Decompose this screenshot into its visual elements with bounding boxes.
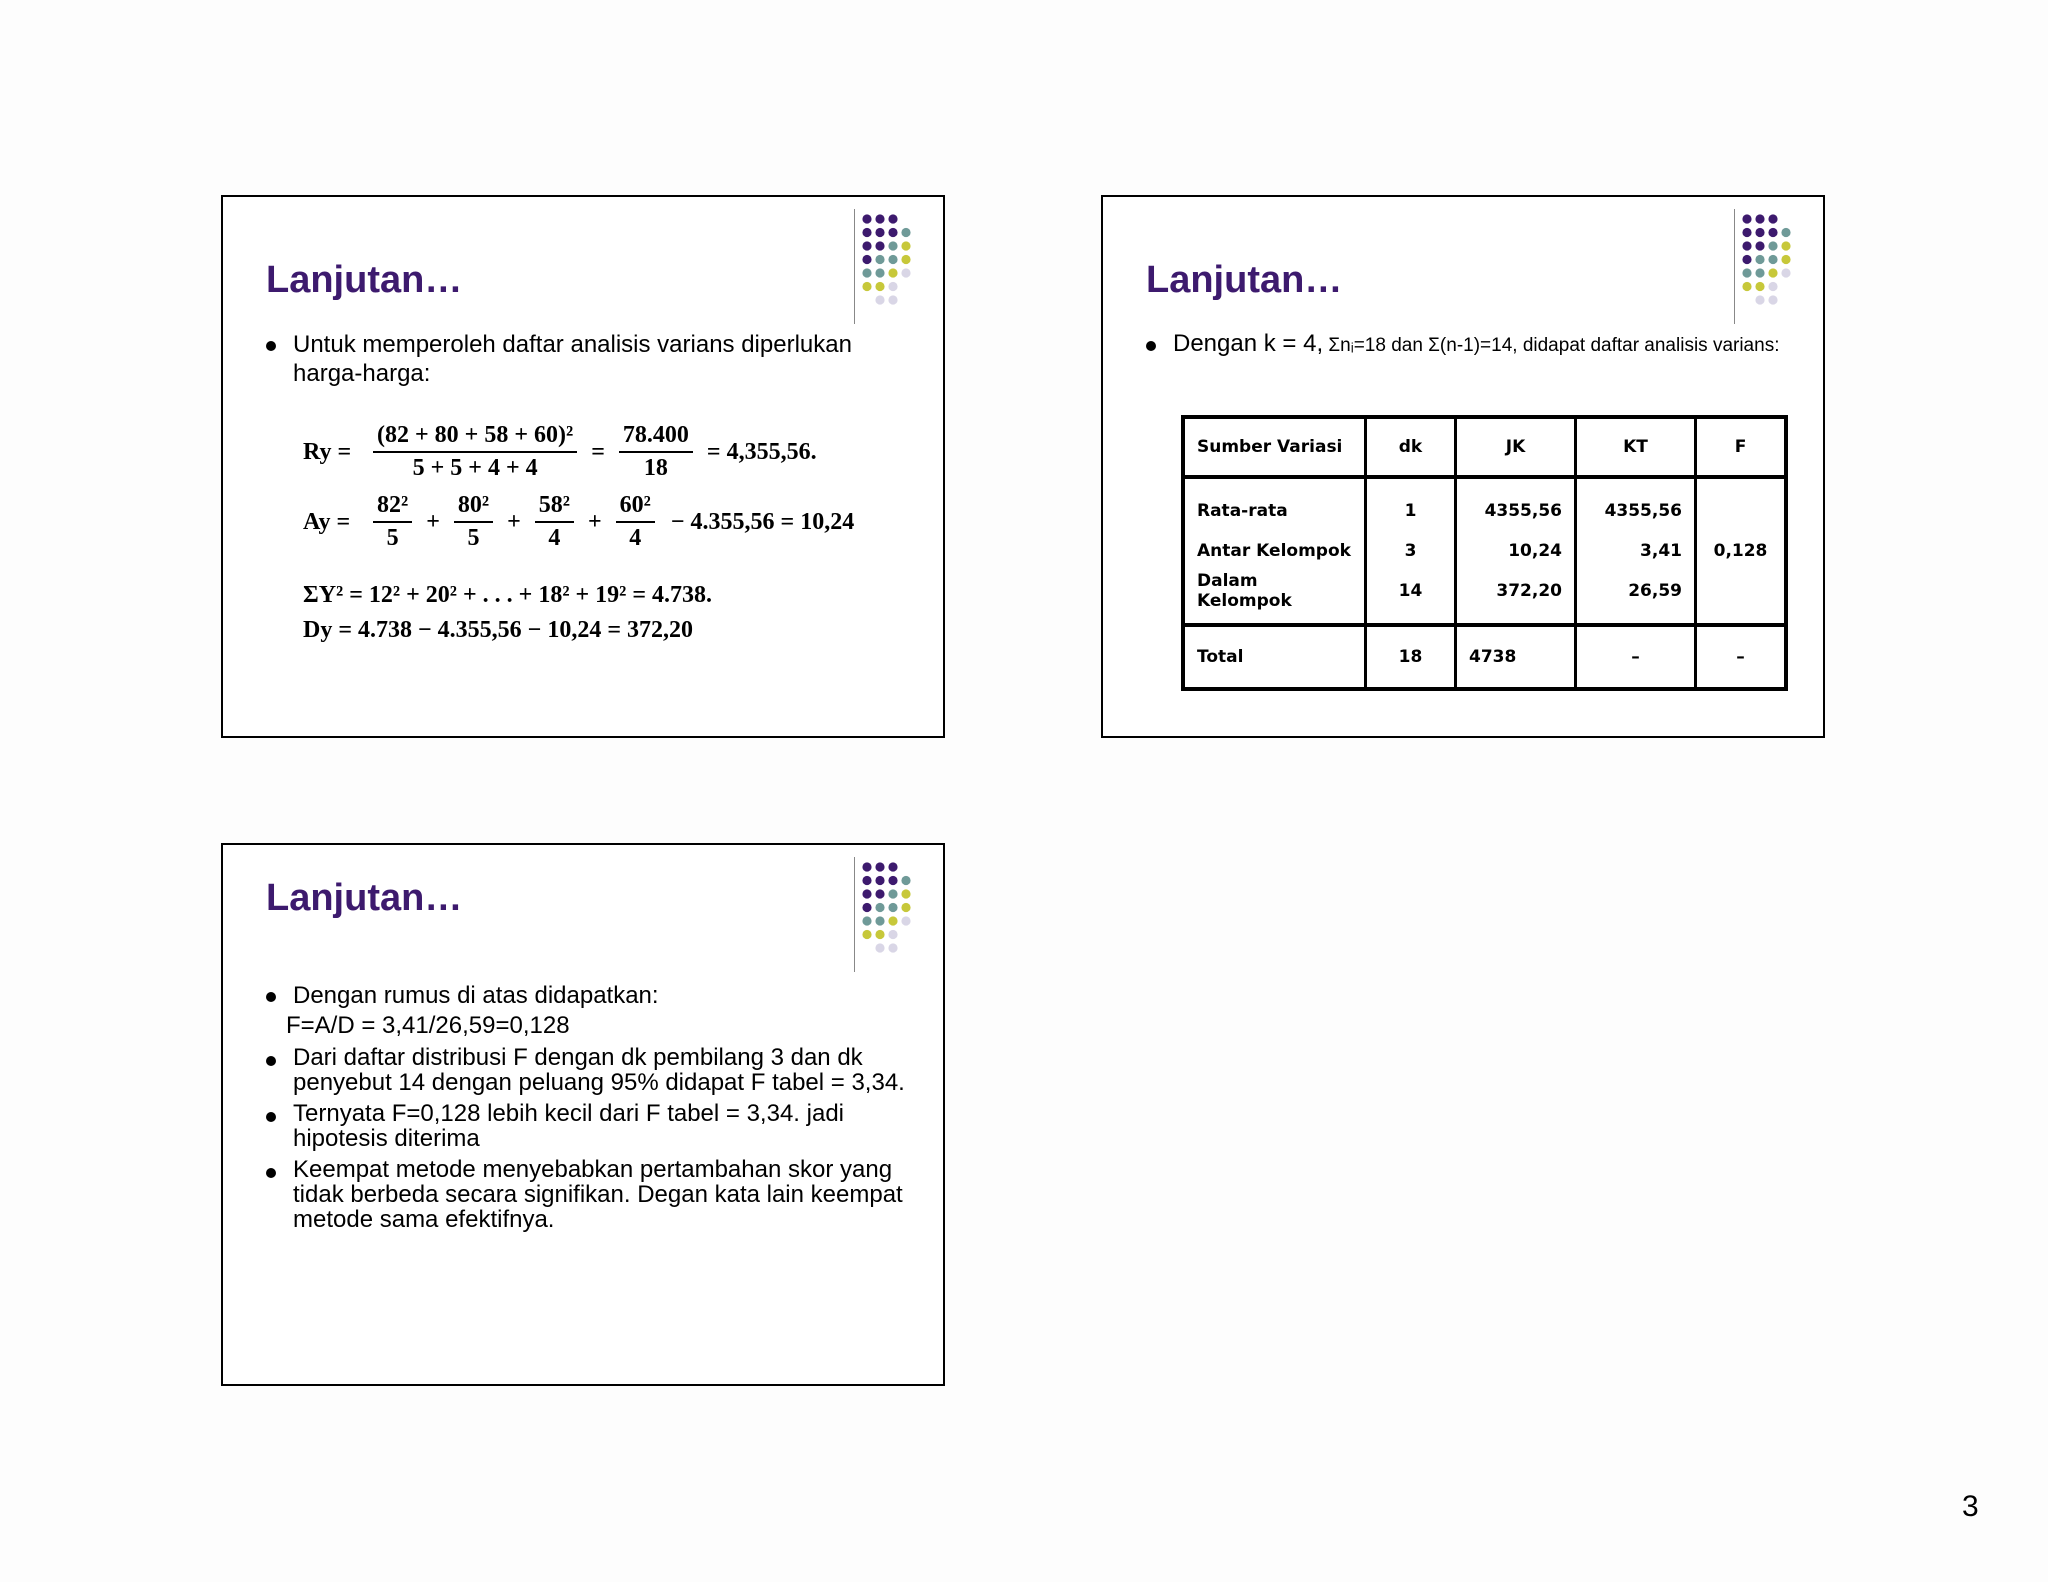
- formula-lhs: Ry =: [303, 438, 352, 465]
- decor-dot: [1755, 295, 1764, 304]
- f-formula: F=A/D = 3,41/26,59=0,128: [286, 1012, 570, 1039]
- decor-dot: [1742, 214, 1751, 223]
- decor-dot: [875, 889, 884, 898]
- decor-dot: [875, 903, 884, 912]
- numerator: 80²: [454, 492, 493, 523]
- operator: =: [706, 438, 721, 465]
- decor-dot: [1768, 255, 1777, 264]
- bullet-list: [266, 330, 906, 388]
- decor-dot: [901, 876, 910, 885]
- decor-dot: [1781, 228, 1790, 237]
- decor-dot: [875, 876, 884, 885]
- decor-dot: [901, 268, 910, 277]
- decor-dot: [1742, 268, 1751, 277]
- table-cell: 1: [1366, 477, 1456, 531]
- fraction: [616, 492, 655, 552]
- table-total-row: [1183, 625, 1786, 689]
- denominator: 4: [629, 525, 642, 551]
- anova-table: [1181, 415, 1788, 691]
- decor-dot: [875, 282, 884, 291]
- decor-dot: [888, 930, 897, 939]
- formula-ay: [303, 492, 854, 552]
- table-cell: Total: [1183, 625, 1366, 689]
- denominator: 4: [548, 525, 561, 551]
- denominator: 18: [643, 455, 668, 481]
- operator: =: [591, 438, 605, 465]
- decor-dot: [1742, 255, 1751, 264]
- denominator: 5: [386, 525, 399, 551]
- bullet-item: Untuk memperoleh daftar analisis varians diperlukan harga-harga:: [266, 330, 906, 388]
- table-row: [1183, 531, 1786, 571]
- fraction: [373, 422, 577, 482]
- formula-result: 4,355,56.: [726, 438, 817, 465]
- formula-block: [303, 422, 883, 672]
- bullet-item: Ternyata F=0,128 lebih kecil dari F tabel = 3,34. jadi hipotesis diterima: [266, 1101, 906, 1151]
- decor-dot: [862, 282, 871, 291]
- numerator: 82²: [373, 492, 412, 523]
- decor-dot: [1755, 282, 1764, 291]
- decor-dot: [862, 916, 871, 925]
- slide-title: Lanjutan…: [266, 877, 463, 919]
- decor-dot: [862, 862, 871, 871]
- table-cell: [1696, 571, 1787, 625]
- decor-dot: [1768, 268, 1777, 277]
- table-cell: 4355,56: [1456, 477, 1576, 531]
- decor-dot: [875, 228, 884, 237]
- table-cell: 18: [1366, 625, 1456, 689]
- table-header: dk: [1366, 417, 1456, 477]
- table-cell: Antar Kelompok: [1183, 531, 1366, 571]
- bullet-list: [1146, 330, 1796, 360]
- decor-dot: [862, 903, 871, 912]
- bullet-item: Dari daftar distribusi F dengan dk pembilang 3 dan dk penyebut 14 dengan peluang 95% didapat F tabel = 3,34.: [266, 1045, 906, 1095]
- formula-lhs: Ay =: [303, 508, 351, 535]
- decor-dot: [875, 943, 884, 952]
- table-cell: Rata-rata: [1183, 477, 1366, 531]
- fraction: [535, 492, 574, 552]
- numerator: 60²: [616, 492, 655, 523]
- decor-dot: [1755, 214, 1764, 223]
- decor-dot: [862, 228, 871, 237]
- bullet-item: Keempat metode menyebabkan pertambahan skor yang tidak berbeda secara signifikan. Degan kata lain keempat metode sama efektifnya.: [266, 1157, 906, 1232]
- slide-3: [221, 843, 945, 1386]
- decor-dot: [901, 916, 910, 925]
- decor-dot: [1755, 268, 1764, 277]
- decor-dot: [1768, 295, 1777, 304]
- decor-dot: [888, 268, 897, 277]
- decor-dot: [888, 903, 897, 912]
- numerator: 58²: [535, 492, 574, 523]
- table-cell: 372,20: [1456, 571, 1576, 625]
- numerator: 78.400: [619, 422, 693, 453]
- slide-title: Lanjutan…: [266, 259, 463, 301]
- table-row: [1183, 477, 1786, 531]
- table-cell: Dalam Kelompok: [1183, 571, 1366, 625]
- decor-dot: [1781, 241, 1790, 250]
- decor-dot: [1768, 214, 1777, 223]
- decor-dot: [1755, 228, 1764, 237]
- table-cell: 3,41: [1576, 531, 1696, 571]
- decor-dot: [1768, 241, 1777, 250]
- dot-grid: [862, 862, 910, 952]
- fraction: [619, 422, 693, 482]
- formula-sum-y2: ΣY² = 12² + 20² + . . . + 18² + 19² = 4.738.: [303, 582, 713, 608]
- formula-ry: [303, 422, 817, 482]
- decor-dot: [1755, 241, 1764, 250]
- bullet-list: [266, 981, 906, 1010]
- fraction: [454, 492, 493, 552]
- table-cell: 4355,56: [1576, 477, 1696, 531]
- decor-dot: [901, 255, 910, 264]
- formula-dy: Dy = 4.738 − 4.355,56 − 10,24 = 372,20: [303, 617, 694, 643]
- decor-dot: [1781, 268, 1790, 277]
- table-header-row: [1183, 417, 1786, 477]
- bullet-item: Dengan rumus di atas didapatkan:: [266, 981, 906, 1010]
- table-cell: –: [1576, 625, 1696, 689]
- formula-tail: − 4.355,56 = 10,24: [670, 508, 855, 535]
- decor-dot: [888, 916, 897, 925]
- numerator: (82 + 80 + 58 + 60)²: [373, 422, 577, 453]
- decor-dot: [888, 228, 897, 237]
- decor-dot: [862, 214, 871, 223]
- decor-dot: [888, 214, 897, 223]
- decor-dot: [875, 295, 884, 304]
- decor-dot: [1742, 241, 1751, 250]
- decor-dot: [875, 255, 884, 264]
- decor-dot: [888, 943, 897, 952]
- bullet-rest-text: Σnᵢ=18 dan Σ(n-1)=14, didapat daftar analisis varians:: [1328, 335, 1780, 356]
- decor-dot: [862, 889, 871, 898]
- table-cell: [1696, 477, 1787, 531]
- decor-dot: [901, 889, 910, 898]
- bullet-list: [266, 1045, 906, 1232]
- table-cell: 26,59: [1576, 571, 1696, 625]
- decor-dot: [888, 876, 897, 885]
- table-header: KT: [1576, 417, 1696, 477]
- decorative-dots-icon: [1733, 207, 1823, 332]
- table-cell: 4738: [1456, 625, 1576, 689]
- slide-2: [1101, 195, 1825, 738]
- decor-dot: [888, 889, 897, 898]
- decor-dot: [1768, 282, 1777, 291]
- table-cell: 14: [1366, 571, 1456, 625]
- decorative-dots-icon: [853, 207, 943, 332]
- decor-dot: [862, 930, 871, 939]
- operator: +: [426, 508, 440, 535]
- decor-dot: [875, 916, 884, 925]
- decor-dot: [901, 903, 910, 912]
- dot-grid: [862, 214, 910, 304]
- decor-dot: [862, 241, 871, 250]
- decor-dot: [888, 295, 897, 304]
- decor-dot: [862, 268, 871, 277]
- decor-dot: [901, 241, 910, 250]
- decor-dot: [875, 241, 884, 250]
- table-cell: 10,24: [1456, 531, 1576, 571]
- operator: +: [507, 508, 521, 535]
- decor-dot: [1742, 282, 1751, 291]
- decor-dot: [888, 241, 897, 250]
- decor-dot: [1742, 228, 1751, 237]
- table-header: Sumber Variasi: [1183, 417, 1366, 477]
- table-cell: 0,128: [1696, 531, 1787, 571]
- dot-grid: [1742, 214, 1790, 304]
- decor-dot: [888, 862, 897, 871]
- operator: +: [587, 508, 602, 535]
- table-header: JK: [1456, 417, 1576, 477]
- decor-dot: [875, 930, 884, 939]
- decorative-dots-icon: [853, 855, 943, 980]
- table-row: [1183, 571, 1786, 625]
- page-number: 3: [1962, 1490, 1979, 1523]
- slide-title: Lanjutan…: [1146, 259, 1343, 301]
- decor-dot: [901, 228, 910, 237]
- decor-dot: [875, 862, 884, 871]
- decor-dot: [862, 876, 871, 885]
- bullet-item: [1146, 330, 1796, 360]
- table-cell: 3: [1366, 531, 1456, 571]
- decor-dot: [875, 214, 884, 223]
- fraction: [373, 492, 412, 552]
- decor-dot: [888, 282, 897, 291]
- table-cell: –: [1696, 625, 1787, 689]
- decor-dot: [1755, 255, 1764, 264]
- bullet-main-text: Dengan k = 4,: [1173, 330, 1324, 357]
- denominator: 5: [467, 525, 480, 551]
- decor-dot: [862, 255, 871, 264]
- slide-1: [221, 195, 945, 738]
- denominator: 5 + 5 + 4 + 4: [412, 455, 538, 481]
- decor-dot: [888, 255, 897, 264]
- decor-dot: [875, 268, 884, 277]
- table-header: F: [1696, 417, 1787, 477]
- decor-dot: [1768, 228, 1777, 237]
- decor-dot: [1781, 255, 1790, 264]
